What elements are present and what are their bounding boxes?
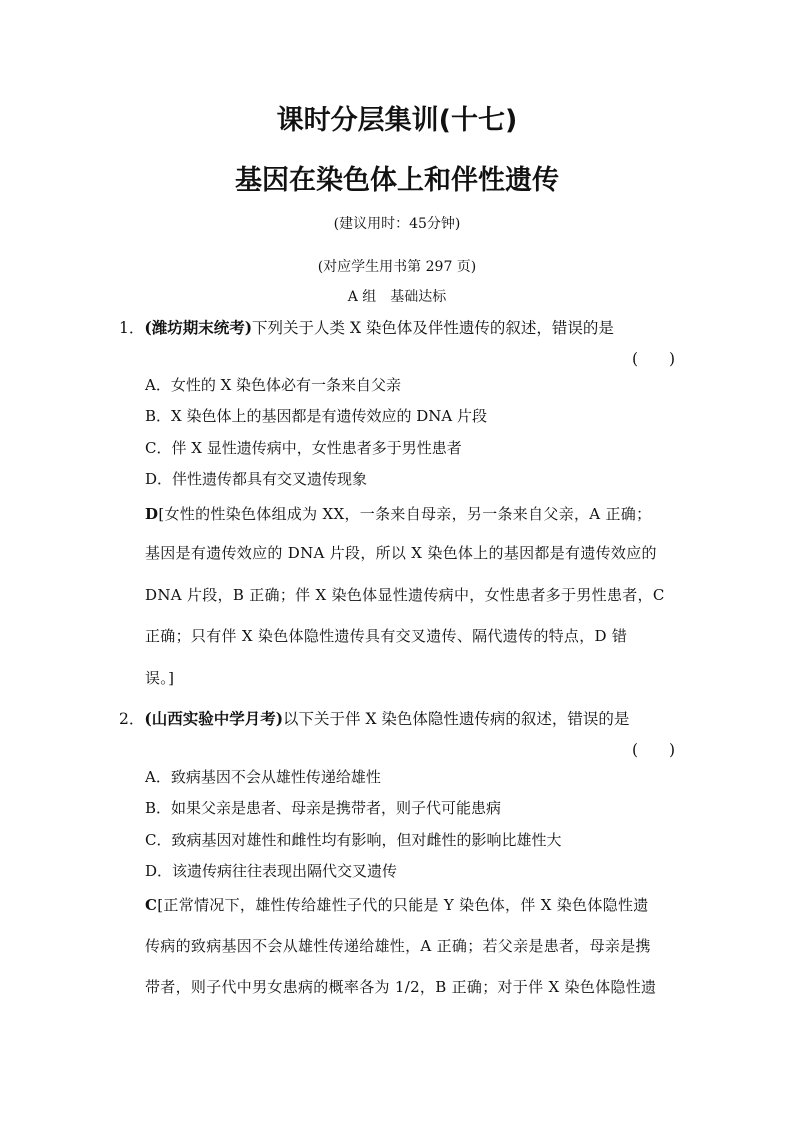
option-d: D．伴性遗传都具有交叉遗传现象 — [145, 470, 368, 488]
page-subtitle: 基因在染色体上和伴性遗传 — [235, 165, 559, 196]
answer-blank: ( ) — [632, 350, 676, 368]
question-number: 1． — [119, 319, 145, 337]
explanation-line: 传病的致病基因不会从雄性传递给雄性，A 正确；若父亲是患者，母亲是携 — [145, 937, 651, 955]
option-b: B．如果父亲是患者、母亲是携带者，则子代可能患病 — [145, 799, 502, 817]
question-source: (潍坊期末统考) — [144, 318, 253, 337]
answer-line-1 — [145, 894, 649, 915]
time-hint: (建议用时：45分钟) — [333, 216, 461, 232]
explanation-line: 误。] — [145, 669, 175, 687]
question-number: 2． — [119, 710, 145, 728]
explanation-text: [女性的性染色体组成为 XX，一条来自母亲，另一条来自父亲，A 正确； — [158, 505, 652, 523]
option-c: C．致病基因对雄性和雌性均有影响，但对雌性的影响比雄性大 — [145, 831, 562, 849]
explanation-line: 带者，则子代中男女患病的概率各为 1/2，B 正确；对于伴 X 染色体隐性遗 — [145, 978, 657, 996]
question-1-stem — [119, 316, 614, 338]
question-2-stem — [119, 707, 629, 729]
explanation-text: [正常情况下，雄性传给雄性子代的只能是 Y 染色体，伴 X 染色体隐性遗 — [157, 896, 649, 914]
option-a: A．女性的 X 染色体必有一条来自父亲 — [145, 376, 402, 394]
section-heading: A 组 基础达标 — [347, 289, 447, 305]
option-b: B．X 染色体上的基因都是有遗传效应的 DNA 片段 — [145, 407, 487, 425]
question-text: 以下关于伴 X 染色体隐性遗传病的叙述，错误的是 — [283, 710, 630, 728]
answer-letter: C — [145, 896, 158, 914]
explanation-line: DNA 片段，B 正确；伴 X 染色体显性遗传病中，女性患者多于男性患者，C — [145, 586, 665, 604]
answer-letter: D — [145, 505, 159, 523]
explanation-line: 基因是有遗传效应的 DNA 片段，所以 X 染色体上的基因都是有遗传效应的 — [145, 544, 657, 562]
answer-blank: ( ) — [632, 741, 676, 759]
question-text: 下列关于人类 X 染色体及伴性遗传的叙述，错误的是 — [252, 319, 614, 337]
option-d: D．该遗传病往往表现出隔代交叉遗传 — [145, 862, 398, 880]
option-c: C．伴 X 显性遗传病中，女性患者多于男性患者 — [145, 439, 462, 457]
question-source: (山西实验中学月考) — [144, 709, 284, 728]
page-reference: (对应学生用书第 297 页) — [317, 259, 477, 275]
answer-line-1 — [145, 503, 651, 524]
explanation-line: 正确；只有伴 X 染色体隐性遗传具有交叉遗传、隔代遗传的特点，D 错 — [145, 627, 628, 645]
page-title: 课时分层集训(十七) — [276, 105, 518, 136]
option-a: A．致病基因不会从雄性传递给雄性 — [145, 768, 381, 786]
